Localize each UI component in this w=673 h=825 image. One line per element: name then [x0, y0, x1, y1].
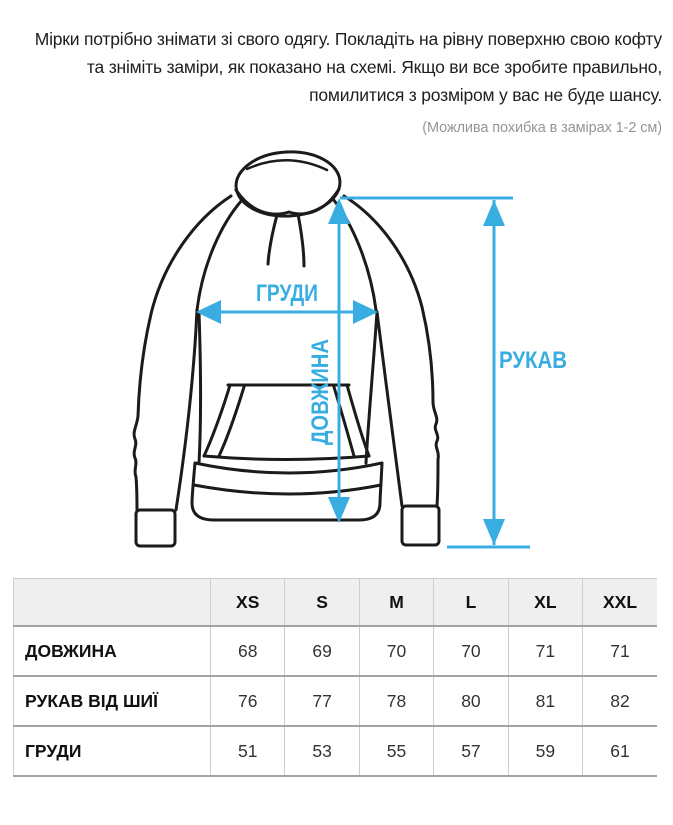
chest-m-cell: 55: [359, 726, 433, 776]
length-xxl-cell: 71: [610, 640, 630, 661]
hoodie-outline: [134, 149, 439, 546]
chest-s-cell: 53: [285, 726, 359, 776]
table-row-chest: [14, 726, 658, 776]
sleeve-m-cell: 78: [359, 676, 433, 726]
length-xs-cell: 68: [211, 626, 285, 676]
row-label-length: ДОВЖИНА: [14, 626, 211, 676]
size-header-xl: XL: [508, 579, 582, 627]
hoodie-illustration: [100, 140, 600, 572]
chest-xs-cell: 51: [211, 726, 285, 776]
size-table-header-row: [14, 579, 658, 627]
tolerance-note: (Можлива похибка в замірах 1-2 см): [422, 120, 662, 136]
length-label: ДОВЖИНА: [307, 319, 334, 445]
length-xl-cell: 71: [508, 626, 582, 676]
chest-xl-cell: 59: [508, 726, 582, 776]
size-table: [13, 578, 657, 777]
length-s-cell: 69: [285, 626, 359, 676]
chest-xxl-cell: 61: [610, 740, 630, 761]
row-label-chest: ГРУДИ: [14, 726, 211, 776]
size-header-xxl: XXL: [583, 579, 657, 627]
chest-l-cell: 57: [434, 726, 508, 776]
size-header-xs: XS: [211, 579, 285, 627]
size-header-l: L: [434, 579, 508, 627]
size-guide-page: [0, 25, 673, 825]
corner-cell: [14, 579, 211, 627]
sleeve-l-cell: 80: [434, 676, 508, 726]
size-header-m: M: [359, 579, 433, 627]
length-m-cell: 70: [359, 626, 433, 676]
sleeve-label: РУКАВ: [499, 347, 567, 374]
table-row-length: [14, 626, 658, 676]
row-label-sleeve: РУКАВ ВІД ШИЇ: [14, 676, 211, 726]
size-header-s: S: [285, 579, 359, 627]
sleeve-s-cell: 77: [285, 676, 359, 726]
intro-text: Мірки потрібно знімати зі свого одягу. Покладіть на рівну поверхню свою кофту та зніміть заміри, як показано на схемі. Якщо ви все зробите правильно, помилитися з розміром у вас не буде шансу.: [34, 29, 662, 105]
table-row-sleeve: [14, 676, 658, 726]
sleeve-xxl-cell: 82: [610, 690, 630, 711]
sleeve-xl-cell: 81: [508, 676, 582, 726]
sleeve-xs-cell: 76: [211, 676, 285, 726]
chest-label: ГРУДИ: [256, 280, 318, 307]
hoodie-measurement-diagram: [0, 136, 673, 570]
length-l-cell: 70: [434, 626, 508, 676]
